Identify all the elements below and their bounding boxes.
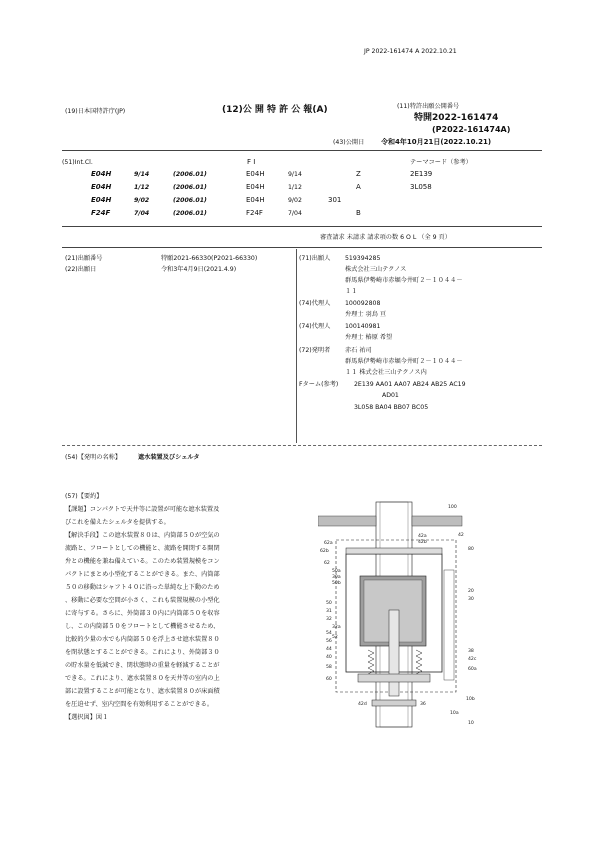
inventor-name: 赤石 祐司 — [345, 347, 372, 354]
abstract-line: 、移動に必要な空間が小さく、これも装置規模の小型化 — [65, 597, 220, 604]
base-flange — [358, 674, 430, 682]
reference-numeral: 50 — [326, 601, 332, 606]
ceiling-slab-left — [318, 516, 376, 526]
application-number: 特願2021-66330(P2021-66330) — [161, 255, 258, 262]
fi-code: Z — [356, 170, 361, 178]
reference-numeral: 10 — [468, 721, 474, 726]
fi-subclass: 7/04 — [288, 210, 302, 217]
reference-numeral: 31 — [326, 609, 332, 614]
reference-numeral: 42a — [418, 534, 427, 539]
fi-code: 301 — [328, 196, 342, 204]
header-rule — [62, 150, 542, 151]
reference-numeral: 100 — [448, 505, 457, 510]
reference-numeral: 54 — [326, 631, 332, 636]
doc-reference: JP 2022-161474 A 2022.10.21 — [364, 48, 457, 55]
fi-class: E04H — [246, 170, 265, 178]
publication-date-label: (43)公開日 — [333, 139, 365, 146]
publication-number-label: (11)特許出願公開番号 — [397, 103, 460, 110]
title-label: (54)【発明の名称】 — [65, 454, 122, 461]
fi-class: F24F — [246, 209, 263, 217]
abstract-line: 【選択図】図１ — [65, 714, 109, 721]
reference-numeral: 42d — [358, 702, 367, 707]
application-number-label: (21)出願番号 — [65, 255, 103, 262]
reference-numeral: 50b — [332, 581, 341, 586]
inventor-address-cont: １１ 株式会社三山テクノス内 — [345, 369, 427, 376]
ipc-class: E04H — [91, 183, 112, 191]
reference-numeral: 32 — [326, 617, 332, 622]
side-bracket — [444, 570, 454, 680]
theme-code: 3L058 — [410, 183, 432, 191]
ipc-class: E04H — [91, 196, 112, 204]
abstract-line: 比較的少量の水でも内筒部５０を浮上させ遮水装置８０ — [65, 636, 220, 643]
drawing-figure-1 — [318, 500, 483, 732]
invention-title: 遮水装置及びシェルタ — [138, 454, 200, 461]
reference-numeral: 42 — [458, 533, 464, 538]
reference-numeral: 42c — [468, 657, 477, 662]
ipc-class: F24F — [91, 209, 111, 217]
application-date-label: (22)出願日 — [65, 266, 97, 273]
publication-date: 令和4年10月21日(2022.10.21) — [381, 138, 492, 146]
fi-subclass: 9/14 — [288, 171, 302, 178]
fi-label: F I — [247, 158, 256, 166]
ipc-class: E04H — [91, 170, 112, 178]
reference-numeral: 52 — [332, 635, 338, 640]
shaft — [389, 610, 399, 696]
fterm-line: AD01 — [382, 392, 399, 399]
fterm-line: 2E139 AA01 AA07 AB24 AB25 AC19 — [354, 381, 466, 388]
abstract-line: し、この内筒部５０をフロートとして機能させるため、 — [65, 623, 220, 630]
abstract-line: びこれを備えたシェルタを提供する。 — [65, 519, 170, 526]
abstract-line: パクトにまとめ小型化することができる。また、内筒部 — [65, 571, 220, 578]
reference-numeral: 30 — [468, 597, 474, 602]
abstract-line: 【解決手段】この遮水装置８０は、内筒部５０が空気の — [65, 532, 220, 539]
fi-class: E04H — [246, 196, 265, 204]
bib-rule-top — [62, 247, 542, 248]
abstract-line: に寄与する。さらに、外筒部３０内に内筒部５０を収容 — [65, 610, 220, 617]
publication-number: 特開2022-161474 — [414, 113, 499, 123]
publication-kind: (12)公 開 特 許 公 報(A) — [222, 105, 328, 115]
fterm-label: Fターム(参考) — [299, 381, 339, 388]
reference-numeral: 32a — [332, 625, 341, 630]
spring-right — [416, 650, 422, 674]
inventor-address: 群馬県伊勢崎市赤堀今井町２－１０４４－ — [345, 358, 463, 365]
agent-label: (74)代理人 — [299, 300, 331, 307]
office-label: (19)日本国特許庁(JP) — [65, 108, 126, 115]
reference-numeral: 40 — [326, 655, 332, 660]
ipc-subclass: 7/04 — [134, 210, 150, 217]
fi-subclass: 9/02 — [288, 197, 302, 204]
ipc-subclass: 9/14 — [134, 171, 150, 178]
classification-rule — [62, 226, 542, 227]
ipc-version: (2006.01) — [173, 197, 207, 204]
fterm-line: 3L058 BA04 BB07 BC05 — [354, 404, 429, 411]
reference-numeral: 62b — [320, 549, 329, 554]
applicant-name: 株式会社三山テクノス — [345, 266, 407, 273]
bib-rule-bottom — [62, 445, 542, 446]
inventor-label: (72)発明者 — [299, 347, 331, 354]
fi-subclass: 1/12 — [288, 184, 302, 191]
agent-id: 100140981 — [345, 323, 381, 330]
reference-numeral: 62 — [324, 561, 330, 566]
reference-numeral: 20 — [468, 589, 474, 594]
abstract-line: ５０の移動はシャフト４０に沿った単純な上下動のため — [65, 584, 220, 591]
abstract-label: (57)【要約】 — [65, 493, 103, 500]
applicant-id: 519394285 — [345, 255, 381, 262]
reference-numeral: 62a — [324, 541, 333, 546]
reference-numeral: 60a — [468, 667, 477, 672]
ipc-version: (2006.01) — [173, 184, 207, 191]
applicant-address: 群馬県伊勢崎市赤堀今井町２－１０４４－ — [345, 277, 463, 284]
intcl-label: (51)Int.Cl. — [62, 159, 93, 166]
spring-left — [368, 650, 374, 674]
reference-numeral: 58 — [326, 665, 332, 670]
abstract-line: 【課題】コンパクトで天井等に設置が可能な遮水装置及 — [65, 506, 220, 513]
fi-class: E04H — [246, 183, 265, 191]
ceiling-slab-right — [412, 516, 462, 526]
publication-number-alt: (P2022-161474A) — [432, 125, 511, 134]
reference-numeral: 56 — [326, 639, 332, 644]
abstract-line: 部に設置することが可能となり、遮水装置８０が床面積 — [65, 688, 220, 695]
reference-numeral: 36 — [420, 702, 426, 707]
reference-numeral: 80 — [468, 547, 474, 552]
agent-label: (74)代理人 — [299, 323, 331, 330]
abstract-line: を圧迫せず、室内空間を有効利用することができる。 — [65, 701, 214, 708]
applicant-label: (71)出願人 — [299, 255, 331, 262]
ipc-version: (2006.01) — [173, 171, 207, 178]
reference-numeral: 38 — [468, 649, 474, 654]
ipc-version: (2006.01) — [173, 210, 207, 217]
reference-numeral: 50a — [332, 569, 341, 574]
fi-code: A — [356, 183, 361, 191]
abstract-line: できる。これにより、遮水装置８０を天井等の室内の上 — [65, 675, 220, 682]
reference-numeral: 10a — [450, 711, 459, 716]
reference-numeral: 10b — [466, 697, 475, 702]
abstract-line: の貯水量を低減でき、閉状態時の重量を軽減することが — [65, 662, 220, 669]
abstract-line: 流路と、フロートとしての機能と、流路を開閉する開閉 — [65, 545, 220, 552]
reference-numeral: 42b — [418, 540, 427, 545]
abstract-line: を閉状態とすることができる。これにより、外筒部３０ — [65, 649, 220, 656]
applicant-address-cont: １１ — [345, 288, 358, 295]
reference-numeral: 60 — [326, 677, 332, 682]
agent-id: 100092808 — [345, 300, 381, 307]
abstract-line: 弁との機能を兼ね備えている。このため装置規模をコン — [65, 558, 220, 565]
reference-numeral: 44 — [326, 647, 332, 652]
agent-name: 弁理士 羽鳥 亘 — [345, 311, 387, 318]
application-date: 令和3年4月9日(2021.4.9) — [161, 266, 237, 273]
pipe-joint — [372, 700, 416, 706]
ipc-subclass: 9/02 — [134, 197, 150, 204]
agent-name: 弁理士 椿原 希望 — [345, 334, 393, 341]
ipc-subclass: 1/12 — [134, 184, 150, 191]
fi-code: B — [356, 209, 361, 217]
examination-status: 審査請求 未請求 請求項の数 6 O L （全 9 頁） — [320, 234, 451, 241]
theme-code-label: テーマコード（参考） — [410, 159, 472, 166]
theme-code: 2E139 — [410, 170, 433, 178]
top-cover — [346, 548, 442, 554]
reference-numeral: 30a — [332, 575, 341, 580]
bib-divider — [296, 249, 297, 443]
